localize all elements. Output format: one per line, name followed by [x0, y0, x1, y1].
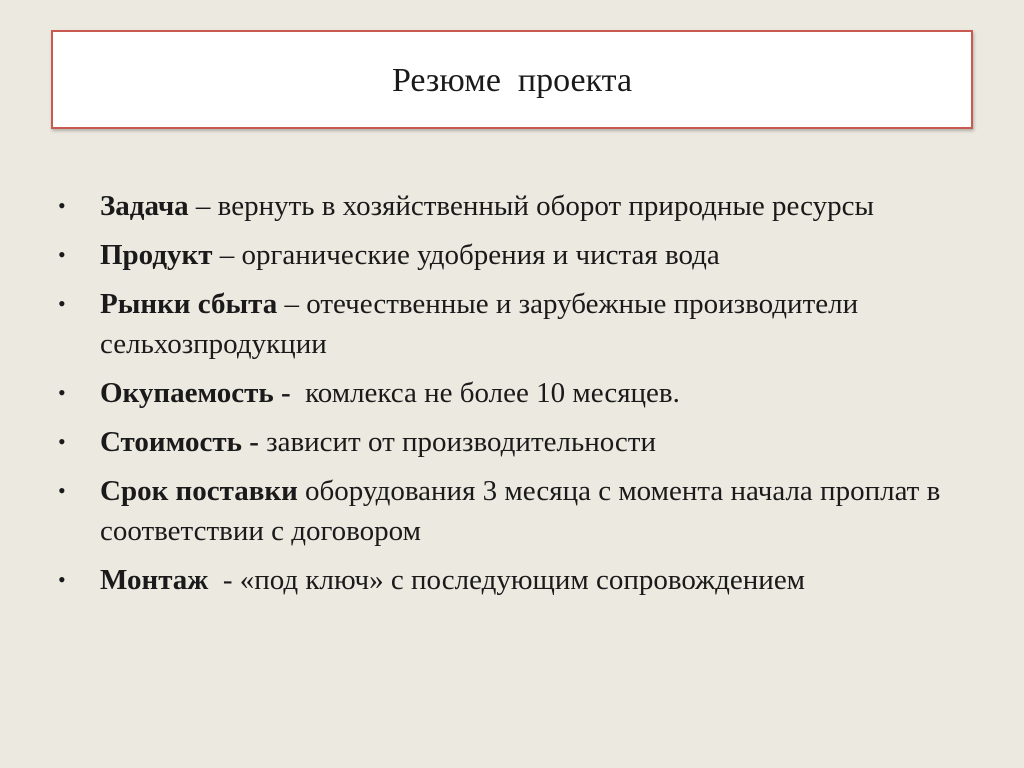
bullet-text — [100, 422, 958, 462]
bullet-item-payback — [58, 373, 958, 413]
bullet-term: Срок поставки — [100, 475, 298, 507]
bullet-icon: • — [58, 291, 66, 316]
bullet-term: Окупаемость - — [100, 377, 291, 409]
bullet-description: – органические удобрения и чистая вода — [212, 239, 720, 271]
bullet-term: Монтаж — [100, 564, 209, 596]
bullet-term: Рынки сбыта — [100, 288, 278, 320]
bullet-description: оборудования 3 месяца с момента начала проплат в соответствии с договором — [100, 475, 948, 547]
bullet-item-delivery — [58, 471, 958, 551]
bullet-item-installation — [58, 560, 958, 600]
bullet-description: зависит от производительности — [258, 426, 656, 458]
bullet-item-markets — [58, 284, 958, 364]
bullet-icon: • — [58, 429, 66, 454]
slide-title: Резюме проекта — [391, 61, 633, 99]
bullet-term: Продукт — [100, 239, 213, 271]
bullet-description: комлекса не более 10 месяцев. — [290, 377, 680, 409]
bullet-description: - «под ключ» с последующим сопровождением — [208, 564, 806, 596]
bullet-description: – вернуть в хозяйственный оборот природные ресурсы — [188, 190, 874, 222]
bullet-term: Задача — [100, 190, 189, 222]
bullet-text — [100, 560, 958, 600]
bullet-term: Стоимость - — [100, 426, 259, 458]
slide-title-box — [51, 30, 973, 129]
bullet-text — [100, 186, 958, 226]
bullet-list — [58, 186, 958, 609]
bullet-icon: • — [58, 567, 66, 592]
bullet-text — [100, 284, 958, 364]
bullet-item-task — [58, 186, 958, 226]
bullet-description: – отечественные и зарубежные производители сельхозпродукции — [100, 288, 866, 360]
bullet-text — [100, 235, 958, 275]
bullet-item-product — [58, 235, 958, 275]
bullet-icon: • — [58, 193, 66, 218]
bullet-icon: • — [58, 242, 66, 267]
bullet-text — [100, 471, 958, 551]
bullet-item-cost — [58, 422, 958, 462]
bullet-text — [100, 373, 958, 413]
bullet-icon: • — [58, 478, 66, 503]
bullet-icon: • — [58, 380, 66, 405]
